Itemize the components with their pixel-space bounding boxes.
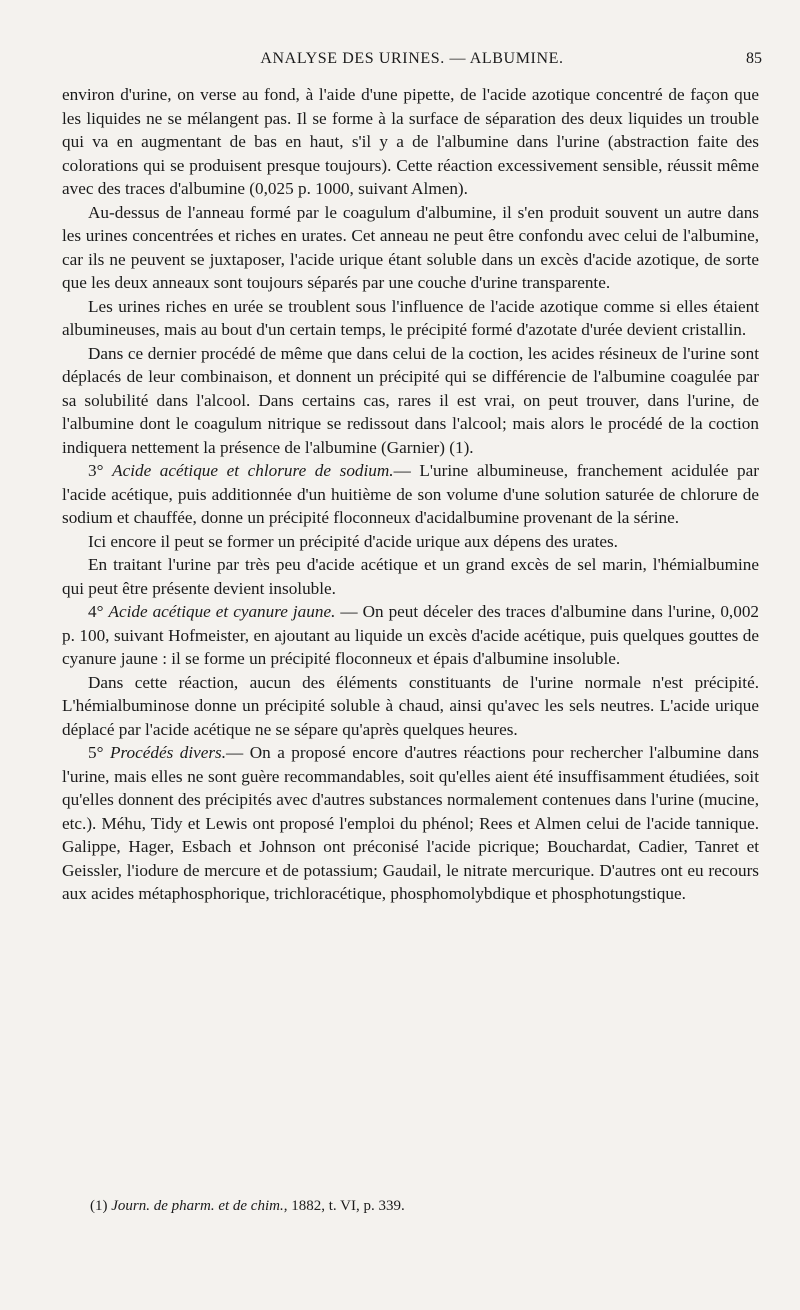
- footnote-details: , 1882, t. VI, p. 339.: [283, 1198, 405, 1214]
- section-4-number: 4°: [88, 602, 104, 621]
- section-3-paragraph: [62, 459, 759, 530]
- section-4-text: — On peut déceler des traces d'albumine dans l'urine, 0,002 p. 100, suivant Hofmeister, en ajoutant au liquide un excès d'acide acétique, puis quelques gouttes de cyanure jaune : il se forme un précipité floconneux et épais d'albumine insoluble.: [62, 602, 760, 668]
- paragraph-1: environ d'urine, on verse au fond, à l'aide d'une pipette, de l'acide azotique concentré de façon que les liquides ne se mélangent pas. Il se forme à la surface de séparation des deux liquides un trouble qui va en augmentant de bas en haut, s'il y a de l'albumine dans l'urine (abstraction faite des colorations qui se produisent presque toujours). Cette réaction excessivement sensible, réussit même avec des traces d'albumine (0,025 p. 1000, suivant Almen).: [62, 85, 759, 198]
- running-header: [62, 50, 762, 72]
- footnote-marker: (1): [90, 1198, 108, 1214]
- section-4-paragraph: [62, 600, 759, 671]
- section-3-text: — L'urine albumineuse, franchement acidulée par l'acide acétique, puis additionnée d'un huitième de son volume d'une solution saturée de chlorure de sodium et chauffée, donne un précipité floconneux d'acidalbumine provenant de la sérine.: [62, 461, 759, 527]
- paragraph-4: Dans ce dernier procédé de même que dans celui de la coction, les acides résineux de l'urine sont déplacés de leur combinaison, et donnent un précipité qui se différencie de l'albumine coagulée par sa solubilité dans l'alcool. Dans certains cas, rares il est vrai, on peut trouver, dans l'urine, de l'albumine dont le coagulum nitrique se redissout dans l'alcool; mais alors le procédé de la coction indiquera nettement la présence de l'albumine (Garnier) (1).: [62, 343, 759, 457]
- section-3-number: 3°: [88, 461, 104, 480]
- paragraph-6: En traitant l'urine par très peu d'acide acétique et un grand excès de sel marin, l'hémialbumine qui peut être présente devient insoluble.: [62, 555, 759, 598]
- header-title: ANALYSE DES URINES. — ALBUMINE.: [260, 50, 564, 67]
- section-5-number: 5°: [88, 743, 104, 762]
- footnote-source: Journ. de pharm. et de chim.: [111, 1198, 284, 1214]
- section-3-title: Acide acétique et chlorure de sodium.: [112, 461, 394, 480]
- body-text: [62, 83, 759, 906]
- paragraph-7: Dans cette réaction, aucun des éléments constituants de l'urine normale n'est précipité. L'hémialbuminose donne un précipité soluble à chaud, ainsi qu'avec les sels neutres. L'acide urique déplacé par l'acide acétique ne se sépare qu'après quelques heures.: [62, 672, 759, 739]
- page-number: 85: [746, 50, 762, 67]
- section-4-title: Acide acétique et cyanure jaune.: [108, 602, 336, 621]
- paragraph-2: Au-dessus de l'anneau formé par le coagulum d'albumine, il s'en produit souvent un autre dans les urines concentrées et riches en urates. Cet anneau ne peut être confondu avec celui de l'albumine, car ils ne peuvent se juxtaposer, l'acide urique étant soluble dans un excès d'acide azotique, de sorte que les deux anneaux sont toujours séparés par une couche d'urine transparente.: [62, 202, 759, 292]
- section-5-paragraph: [62, 741, 759, 906]
- section-5-title: Procédés divers.: [109, 743, 227, 762]
- paragraph-3: Les urines riches en urée se troublent sous l'influence de l'acide azotique comme si elles étaient albumineuses, mais au bout d'un certain temps, le précipité formé d'azotate d'urée devient cristallin.: [62, 296, 759, 339]
- footnote: [90, 1196, 750, 1216]
- section-5-text: — On a proposé encore d'autres réactions pour rechercher l'albumine dans l'urine, mais elles ne sont guère recommandables, soit qu'elles aient été insuffisamment étudiées, soit qu'elles donnent des précipités avec d'autres substances normalement contenues dans l'urine (mucine, etc.). Méhu, Tidy et Lewis ont proposé l'emploi du phénol; Rees et Almen celui de l'acide tannique. Galippe, Hager, Esbach et Johnson ont préconisé l'acide picrique; Bouchardat, Cadier, Tanret et Geissler, l'iodure de mercure et de potassium; Gaudail, le nitrate mercurique. D'autres ont eu recours aux acides métaphosphorique, trichloracétique, phosphomolybdique et phosphotungstique.: [62, 743, 759, 903]
- paragraph-5: Ici encore il peut se former un précipité d'acide urique aux dépens des urates.: [88, 531, 618, 551]
